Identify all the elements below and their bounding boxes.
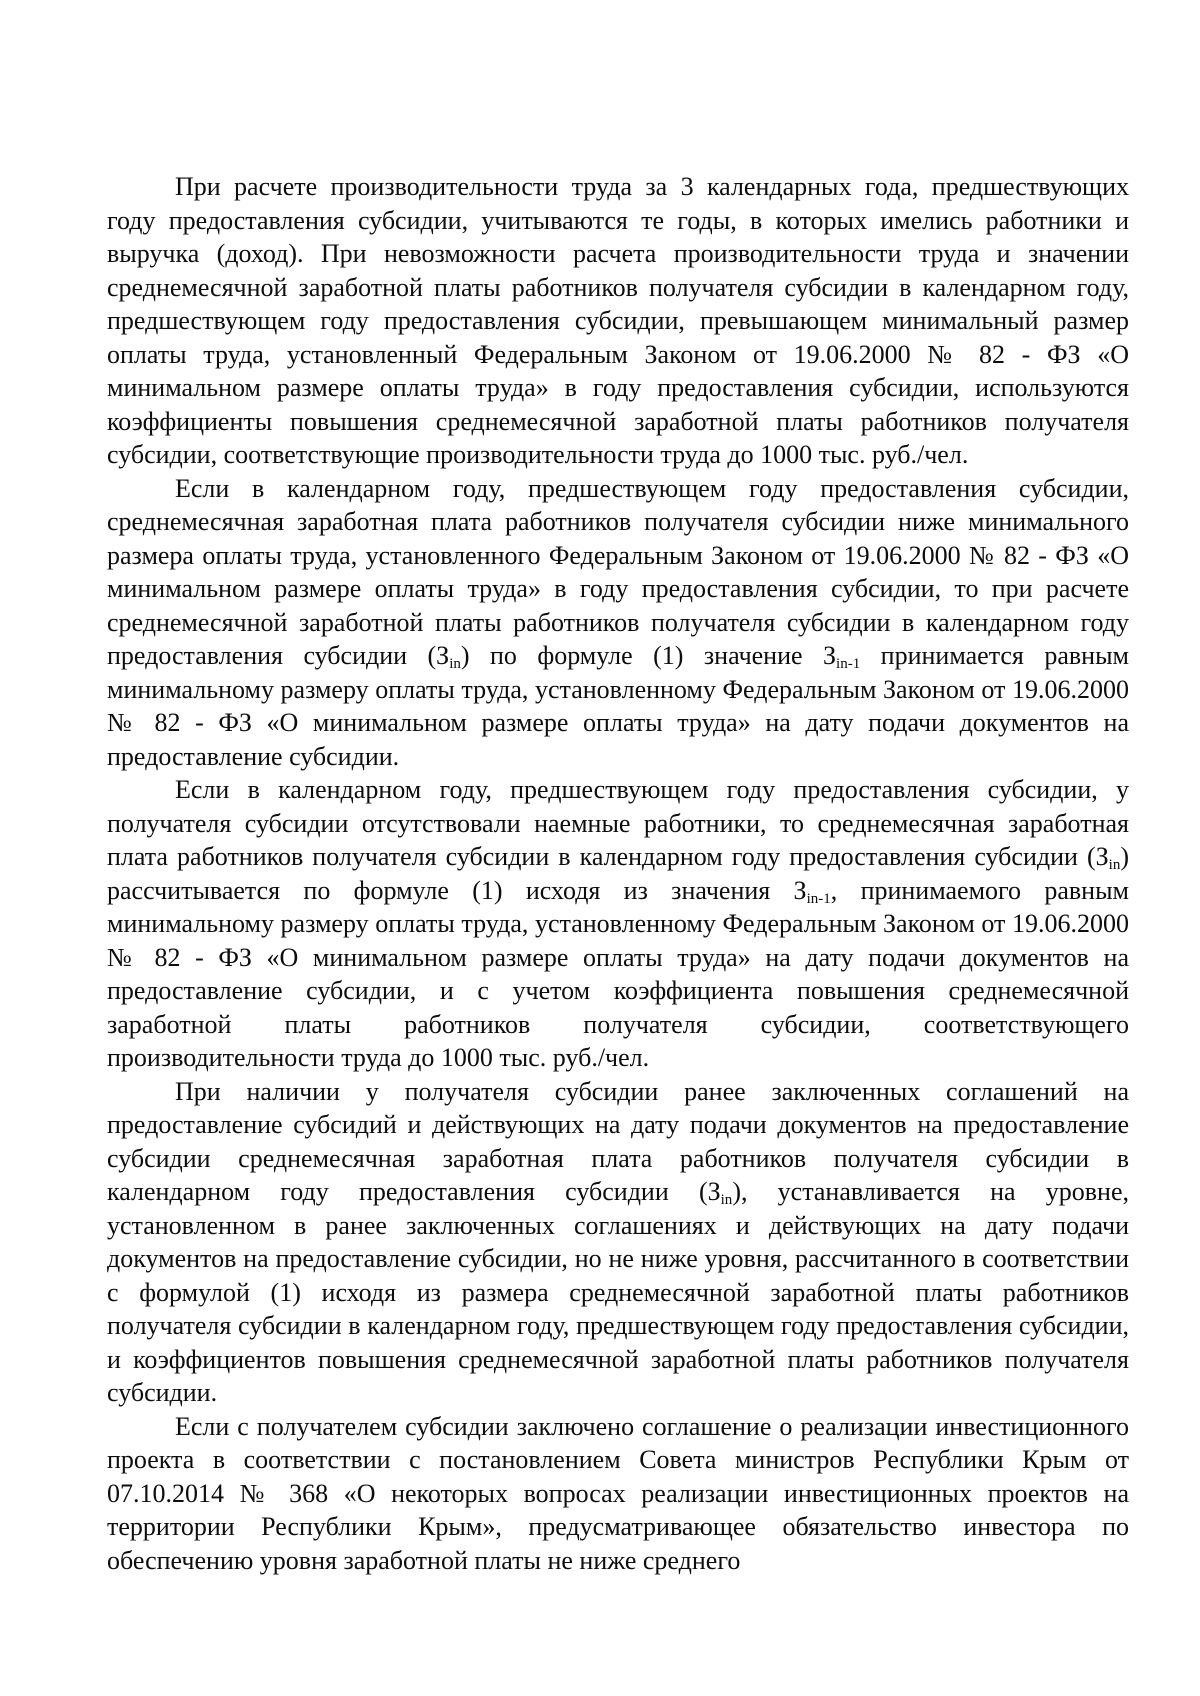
paragraph-text: Если с получателем субсидии заключено соглашение о реализации инвестиционного проекта в соответствии с постановлением Совета министров Республики Крым от 07.10.2014 № 368 «О некоторых вопросах реализации инвестиционных проектов на территории Республики Крым», предусматривающее обязательство инвестора по обеспечению уровня заработной платы не ниже среднего	[107, 1411, 1129, 1575]
paragraph-text: Если в календарном году, предшествующем году предоставления субсидии, среднемесячная заработная плата работников получателя субсидии ниже минимального размера оплаты труда, установленного Федеральным Законом от 19.06.2000 № 82 - ФЗ «О минимальном размере оплаты труда» в году предоставления субсидии, то при расчете среднемесячной заработной платы работников получателя субсидии в календарном году предоставления субсидии (З	[107, 473, 1129, 670]
paragraph-text: ) рассчитывается по формуле (1) исходя из значения З	[107, 842, 1129, 905]
paragraph-text: При расчете производительности труда за 3 календарных года, предшествующих году предоставления субсидии, учитываются те годы, в которых имелись работники и выручка (доход). При невозможности расчета производительности труда и значении среднемесячной заработной платы работников получателя субсидии в календарном году, предшествующем году предоставления субсидии, превышающем минимальный размер оплаты труда, установленный Федеральным Законом от 19.06.2000 № 82 - ФЗ «О минимальном размере оплаты труда» в году предоставления субсидии, используются коэффициенты повышения среднемесячной заработной платы работников получателя субсидии, соответствующие производительности труда до 1000 тыс. руб./чел.	[107, 172, 1129, 469]
paragraph-3	[107, 773, 1129, 1075]
subscript-in: in	[1108, 857, 1121, 873]
paragraph-text: ) по формуле (1) значение З	[460, 641, 837, 670]
paragraph-5	[107, 1410, 1129, 1578]
paragraph-text: Если в календарном году, предшествующем году предоставления субсидии, у получателя субсидии отсутствовали наемные работники, то среднемесячная заработная плата работников получателя субсидии в календарном году предоставления субсидии (З	[107, 775, 1129, 871]
paragraph-4	[107, 1075, 1129, 1410]
paragraph-text: принимается равным минимальному размеру оплаты труда, установленному Федеральным Законом от 19.06.2000 № 82 - ФЗ «О минимальном размере оплаты труда» на дату подачи документов на предоставление субсидии.	[107, 641, 1129, 771]
paragraph-text: ), устанавливается на уровне, установленном в ранее заключенных соглашениях и действующих на дату подачи документов на предоставление субсидии, но не ниже уровня, рассчитанного в соответствии с формулой (1) исходя из размера среднемесячной заработной платы работников получателя субсидии в календарном году, предшествующем году предоставления субсидии, и коэффициентов повышения среднемесячной заработной платы работников получателя субсидии.	[107, 1177, 1129, 1407]
subscript-in-1: in-1	[806, 890, 831, 907]
paragraph-1	[107, 170, 1129, 472]
subscript-in: in	[449, 656, 461, 672]
subscript-in-1: in-1	[836, 656, 861, 672]
paragraph-text: , принимаемого равным минимальному размеру оплаты труда, установленному Федеральным Законом от 19.06.2000 № 82 - ФЗ «О минимальном размере оплаты труда» на дату подачи документов на предоставление субсидии, и с учетом коэффициента повышения среднемесячной заработной платы работников получателя субсидии, соответствующего производительности труда до 1000 тыс. руб./чел.	[107, 875, 1130, 1072]
document-body	[107, 170, 1129, 1577]
paragraph-2	[107, 472, 1129, 774]
paragraph-text: При наличии у получателя субсидии ранее заключенных соглашений на предоставление субсидий и действующих на дату подачи документов на предоставление субсидии среднемесячная заработная плата работников получателя субсидии в календарном году предоставления субсидии (З	[107, 1076, 1129, 1206]
subscript-in: in	[720, 1192, 733, 1208]
